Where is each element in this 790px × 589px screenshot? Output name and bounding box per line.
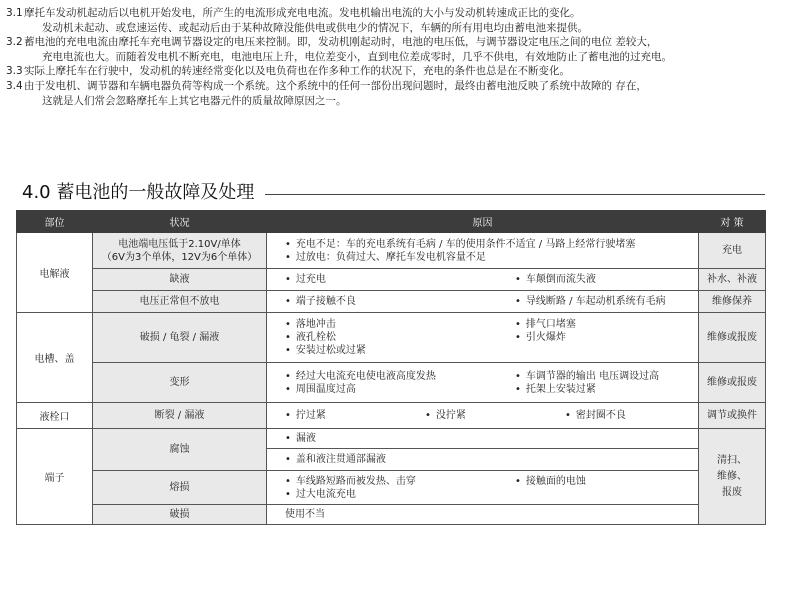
measure-cell: 调节或换件 (699, 403, 766, 429)
measure-cell: 充电 (699, 233, 766, 269)
reason-cell (267, 313, 699, 363)
reason-cell (267, 429, 699, 449)
measure-cell: 维修或报废 (699, 313, 766, 363)
reason-item: • 安装过松或过紧 (285, 344, 515, 357)
part-cell: 液栓口 (17, 403, 93, 429)
reason-item: • 托架上安装过紧 (515, 383, 692, 396)
condition-cell: 破损 / 龟裂 / 漏液 (93, 313, 267, 363)
measure-cell: 维修保养 (699, 291, 766, 313)
reason-cell (267, 291, 699, 313)
reason-cell (267, 449, 699, 471)
reason-item: • 充电不足：车的充电系统有毛病 / 车的使用条件不适宜 / 马路上经常行驶堵塞 (285, 238, 692, 251)
reason-item: • 拧过紧 (285, 409, 425, 422)
table-row (17, 403, 766, 429)
paragraph-line: 摩托车发动机起动后以电机开始发电，所产生的电流形成充电电流。发电机输出电流的大小与发动机转速成正比的变化。 (24, 7, 581, 19)
condition-cell: 电压正常但不放电 (93, 291, 267, 313)
measure-line: 报废 (722, 486, 742, 498)
measure-line: 清扫、 (717, 454, 747, 466)
condition-cell: 断裂 / 漏液 (93, 403, 267, 429)
condition-cell: 缺液 (93, 269, 267, 291)
table-row (17, 471, 766, 505)
reason-item: • 排气口堵塞 (515, 318, 692, 331)
paragraph-3-1 (6, 6, 786, 35)
reason-cell (267, 505, 699, 525)
reason-item: • 漏液 (285, 433, 316, 444)
paragraph-3-3 (6, 64, 786, 79)
measure-line: 维修、 (717, 470, 747, 482)
reason-item: • 过大电流充电 (285, 488, 515, 501)
header-measure: 对 策 (699, 211, 766, 233)
paragraph-line: 发动机未起动、或怠速运传、或起动后由于某种故障没能供电或供电少的情况下，车辆的所有用电均由蓄电池来提供。 (42, 21, 588, 34)
reason-item: • 盖和液注贯通部漏液 (285, 454, 386, 465)
paragraph-3-4 (6, 79, 786, 108)
paragraph-3-2 (6, 35, 786, 64)
part-cell: 电槽、盖 (17, 313, 93, 403)
reason-item: • 端子接触不良 (285, 295, 515, 308)
reason-item: • 车调节器的输出 电压调设过高 (515, 370, 692, 383)
reason-item: • 接触面的电蚀 (515, 475, 692, 488)
reason-item: • 导线断路 / 车起动机系统有毛病 (515, 295, 692, 308)
reason-item: • 车颠倒而流失液 (515, 273, 692, 286)
reason-item: • 过充电 (285, 273, 515, 286)
header-reason: 原因 (267, 211, 699, 233)
condition-cell: 变形 (93, 363, 267, 403)
paragraph-number: 3.2 (6, 36, 23, 49)
table-row (17, 363, 766, 403)
part-cell: 端子 (17, 429, 93, 525)
reason-cell (267, 233, 699, 269)
condition-cell: 腐蚀 (93, 429, 267, 471)
reason-item: • 车线路短路而被发热、击穿 (285, 475, 515, 488)
measure-cell: 维修或报废 (699, 363, 766, 403)
section-heading: 4.0 蓄电池的一般故障及处理 (22, 182, 255, 203)
reason-item: • 没拧紧 (425, 409, 565, 422)
header-part: 部位 (17, 211, 93, 233)
reason-cell (267, 363, 699, 403)
paragraph-line: 实际上摩托车在行驶中，发动机的转速经常变化以及电负荷也在作多种工作的状况下，充电的条件也总是在不断变化。 (24, 65, 570, 78)
condition-cell: 熔损 (93, 471, 267, 505)
intro-text (6, 6, 786, 108)
table-header-row (17, 211, 766, 233)
condition-cell: 破损 (93, 505, 267, 525)
part-cell: 电解液 (17, 233, 93, 313)
reason-item: • 周围温度过高 (285, 383, 515, 396)
condition-cell (93, 233, 267, 269)
reason-item: • 经过大电流充电使电液高度发热 (285, 370, 515, 383)
reason-item: • 过放电：负荷过大、摩托车发电机容量不足 (285, 251, 692, 264)
paragraph-line: 充电电流也大。而随着发电机不断充电，电池电压上升，电位差变小，直到电位差成零时，几乎不供电，有效地防止了蓄电池的过充电。 (42, 50, 672, 63)
header-condition: 状况 (93, 211, 267, 233)
condition-line: 电池端电压低于2.10V/单体 (118, 238, 241, 250)
reason-item: • 密封圈不良 (565, 409, 692, 422)
reason-cell (267, 403, 699, 429)
reason-cell (267, 471, 699, 505)
table-row (17, 233, 766, 269)
reason-item: • 液孔栓松 (285, 331, 515, 344)
fault-table (16, 210, 766, 525)
heading-divider (265, 194, 765, 195)
table-row (17, 505, 766, 525)
measure-cell: 补水、补液 (699, 269, 766, 291)
table-row (17, 291, 766, 313)
table-row (17, 429, 766, 449)
reason-cell (267, 269, 699, 291)
reason-item: • 引火爆炸 (515, 331, 692, 344)
table-row (17, 313, 766, 363)
condition-line: （6V为3个单体，12V为6个单体） (101, 251, 258, 263)
paragraph-line: 蓄电池的充电电流由摩托车充电调节器设定的电压来控制。即，发动机刚起动时，电池的电压低，与调节器设定电压之间的电位 差较大， (24, 36, 658, 49)
measure-cell (699, 429, 766, 525)
reason-item: • 落地冲击 (285, 318, 515, 331)
paragraph-number: 3.1 (6, 7, 23, 19)
paragraph-number: 3.4 (6, 79, 23, 92)
paragraph-line: 这就是人们常会忽略摩托车上其它电器元件的质量故障原因之一。 (42, 94, 347, 107)
paragraph-line: 由于发电机、调节器和车辆电器负荷等构成一个系统。这个系统中的任何一部份出现问题时，最终由蓄电池反映了系统中故障的 存在， (24, 79, 647, 92)
paragraph-number: 3.3 (6, 65, 23, 78)
table-row (17, 269, 766, 291)
reason-item: 使用不当 (285, 509, 325, 520)
